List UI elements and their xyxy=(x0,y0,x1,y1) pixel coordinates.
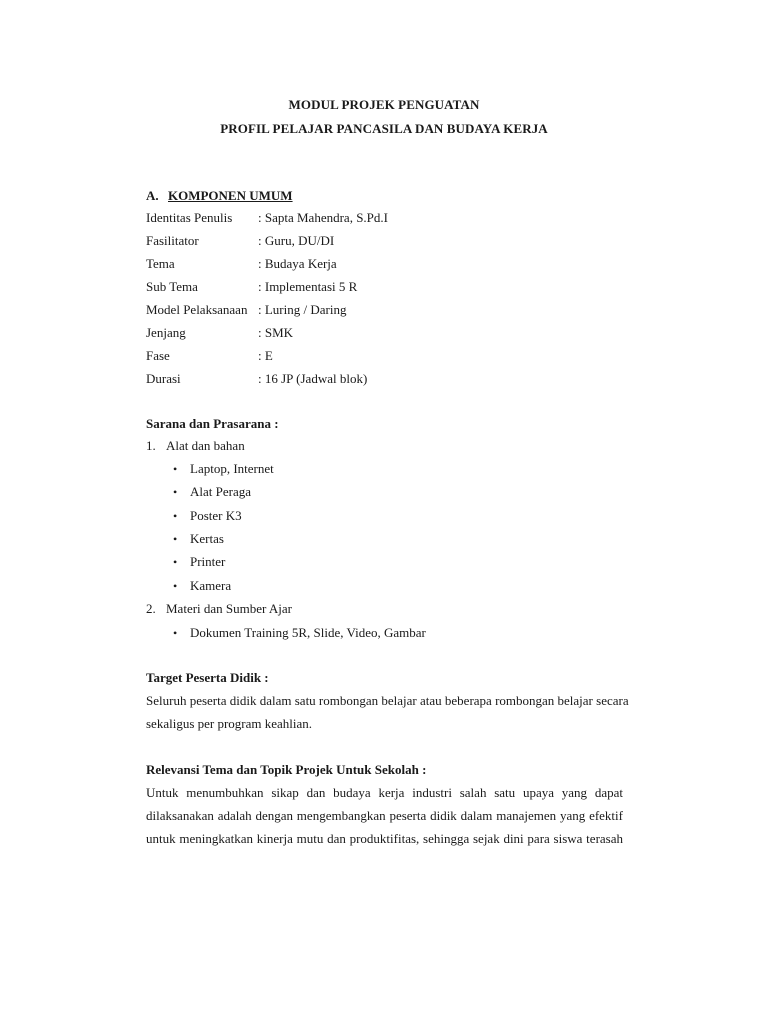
document-title-line-1: MODUL PROJEK PENGUATAN xyxy=(288,97,480,112)
info-key: Sub Tema xyxy=(146,279,198,294)
list-number: 2. xyxy=(146,601,156,616)
list-item-text: Alat Peraga xyxy=(190,484,252,499)
list-item xyxy=(173,508,242,524)
list-item-text: Poster K3 xyxy=(190,508,242,523)
sarana-group-2 xyxy=(146,601,292,617)
info-key: Identitas Penulis xyxy=(146,210,233,225)
info-key: Jenjang xyxy=(146,325,186,340)
info-key: Fasilitator xyxy=(146,233,199,248)
sarana-group-1 xyxy=(146,438,245,454)
info-value: : 16 JP (Jadwal blok) xyxy=(258,371,368,386)
list-item xyxy=(173,554,225,570)
relevansi-paragraph-line: dilaksanakan adalah dengan mengembangkan peserta didik dalam manajemen yang efektif xyxy=(146,808,623,823)
relevansi-heading: Relevansi Tema dan Topik Projek Untuk Sekolah : xyxy=(146,762,427,777)
info-key: Fase xyxy=(146,348,170,363)
info-key: Tema xyxy=(146,256,175,271)
list-item-text: Laptop, Internet xyxy=(190,461,274,476)
list-item xyxy=(173,531,224,547)
list-item-text: Kertas xyxy=(190,531,224,546)
list-item xyxy=(173,484,251,500)
list-item-text: Printer xyxy=(190,554,226,569)
info-value: : E xyxy=(258,348,273,363)
list-label: Alat dan bahan xyxy=(166,438,245,453)
info-value: : Luring / Daring xyxy=(258,302,347,317)
list-item-text: Dokumen Training 5R, Slide, Video, Gambar xyxy=(190,625,426,640)
target-paragraph-line: Seluruh peserta didik dalam satu rombongan belajar atau beberapa rombongan belajar secara xyxy=(146,693,629,708)
info-value: : Sapta Mahendra, S.Pd.I xyxy=(258,210,388,225)
info-key: Durasi xyxy=(146,371,181,386)
list-item xyxy=(173,578,231,594)
section-title: KOMPONEN UMUM xyxy=(168,188,293,203)
bullet-icon: • xyxy=(173,462,178,476)
info-value: : Budaya Kerja xyxy=(258,256,337,271)
bullet-icon: • xyxy=(173,579,178,593)
relevansi-paragraph-line: Untuk menumbuhkan sikap dan budaya kerja industri salah satu upaya yang dapat xyxy=(146,785,623,800)
bullet-icon: • xyxy=(173,509,178,523)
info-value: : SMK xyxy=(258,325,294,340)
target-heading: Target Peserta Didik : xyxy=(146,670,269,685)
list-item xyxy=(173,625,426,641)
info-key: Model Pelaksanaan xyxy=(146,302,248,317)
list-item-text: Kamera xyxy=(190,578,232,593)
relevansi-paragraph-line: untuk meningkatkan kinerja mutu dan produktifitas, sehingga sejak dini para siswa terasah xyxy=(146,831,623,846)
list-label: Materi dan Sumber Ajar xyxy=(166,601,292,616)
list-number: 1. xyxy=(146,438,156,453)
section-letter: A. xyxy=(146,188,159,203)
bullet-icon: • xyxy=(173,555,178,569)
info-value: : Guru, DU/DI xyxy=(258,233,335,248)
info-value: : Implementasi 5 R xyxy=(258,279,358,294)
bullet-icon: • xyxy=(173,532,178,546)
sarana-heading: Sarana dan Prasarana : xyxy=(146,416,279,431)
bullet-icon: • xyxy=(173,485,178,499)
bullet-icon: • xyxy=(173,626,178,640)
document-title-line-2: PROFIL PELAJAR PANCASILA DAN BUDAYA KERJA xyxy=(220,121,548,136)
target-paragraph-line: sekaligus per program keahlian. xyxy=(146,716,313,731)
list-item xyxy=(173,461,274,477)
section-a-heading xyxy=(146,188,293,204)
